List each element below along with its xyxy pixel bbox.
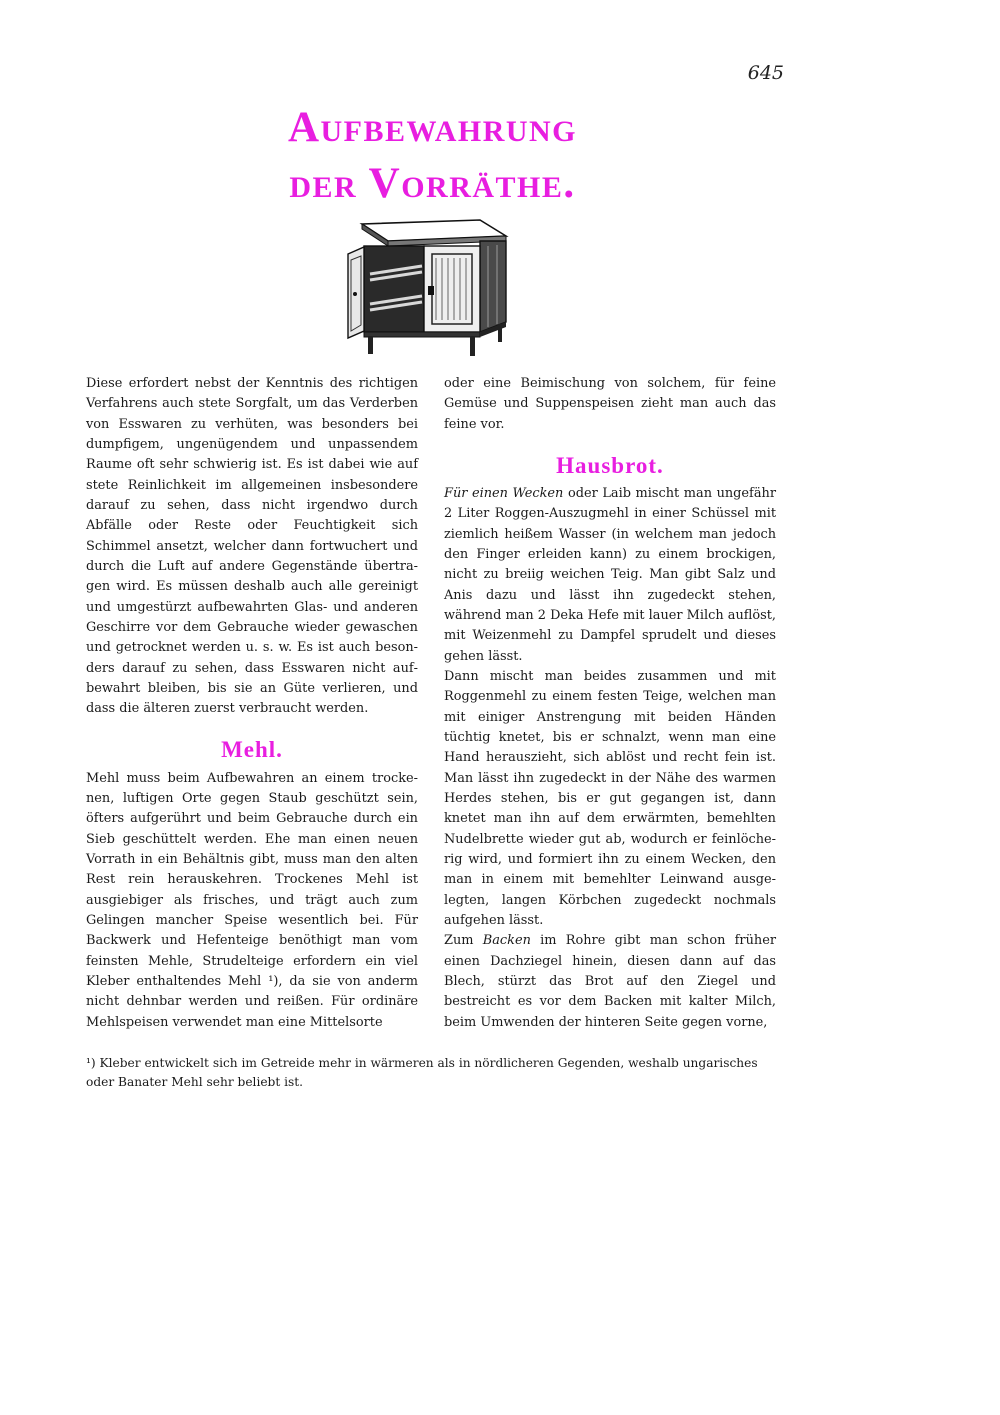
hausbrot-backen-phrase: Backen [482,933,531,949]
right-column [444,374,776,1033]
hausbrot-lead-phrase: Für einen Wecken [444,485,564,501]
intro-paragraph: Diese erfordert nebst der Kenntnis des richtigen Verfahrens auch stete Sorgfalt, um das Verderben von Esswaren zu verhüten, was besonders bei dumpfigem, ungenügendem und unpassendem Raume oft sehr schwierig ist. Es ist dabei wie auf stete Reinlichkeit im allgemeinen insbesondere darauf zu sehen, dass nicht irgendwo durch Abfälle oder Reste oder Feuchtigkeit sich Schimmel ansetzt, welcher dann fortwuchert und durch die Luft auf andere Gegenstände übertragen wird. Es müssen deshalb auch alle gereinigt und umgestürzt aufbewahrten Glas- und anderen Geschirre vor dem Gebrauche wieder gewaschen und getrocknet werden u. s. w. Es ist auch besonders darauf zu sehen, dass Esswaren nicht aufbewahrt bleiben, bis sie an Güte verlieren, und dass die älteren zuerst verbraucht werden. [86,376,418,717]
hausbrot-paragraph-3-pre: Zum [444,933,483,949]
page-number: 645 [747,62,784,84]
footnote: ¹) Kleber entwickelt sich im Getreide mehr in wärmeren als in nördlicheren Gegenden, weshalb ungarisches oder Banater Mehl sehr beliebt ist. [86,1056,758,1089]
cabinet-illustration-icon [340,210,520,362]
hausbrot-paragraph-3-text: im Rohre gibt man schon früher einen Dachziegel hinein, diesen dann auf das Blech, stürzt das Brot auf den Ziegel und bestreicht es vor dem Backen mit kalter Milch, beim Umwenden der hinteren Seite gegen vorne, [444,933,776,1030]
hausbrot-paragraph-3 [444,931,776,1033]
hausbrot-paragraph-1-text: oder Laib mischt man ungefähr 2 Liter Roggen-Auszugmehl in einer Schüssel mit ziemlich heißem Wasser (in welchem man jedoch den Finger erleiden kann) zu einem brockigen, nicht zu breiig weichen Teig. Man gibt Salz und Anis dazu und lässt ihn zugedeckt stehen, während man 2 Deka Hefe mit lauer Milch auflöst, mit Weizenmehl zu Dampfel sprudelt und dieses gehen lässt. [444,485,776,664]
left-column [86,374,418,1033]
hausbrot-paragraph-1 [444,484,776,667]
section-heading-mehl: Mehl. [221,736,283,762]
mehl-continued-paragraph: oder eine Beimischung von solchem, für feine Gemüse und Suppenspeisen zieht man auch das feine vor. [444,376,776,432]
section-heading-hausbrot: Hausbrot. [556,452,664,478]
page-title [160,100,705,212]
hausbrot-paragraph-2: Dann mischt man beides zusammen und mit Roggenmehl zu einem festen Teige, welchen man mit einiger Anstrengung mit beiden Händen tüchtig knetet, bis er schnalzt, wenn man eine Hand herauszieht, sich ablöst und recht fein ist. Man lässt ihn zugedeckt in der Nähe des warmen Herdes stehen, bis er gut gegangen ist, dann knetet man ihn auf dem erwärmten, bemehlten Nudelbrette wieder gut ab, wodurch er feinlöcherig wird, und formiert ihn zu einem Wecken, den man in einem mit bemehlter Leinwand ausgelegten, langen Körbchen zugedeckt nochmals aufgehen lässt. [444,668,776,928]
page-title-line-1: Aufbewahrung [287,104,578,151]
mehl-paragraph: Mehl muss beim Aufbewahren an einem trockenen, luftigen Orte gegen Staub geschützt sein, öfters aufgerührt und beim Gebrauche durch ein Sieb geschüttelt werden. Ehe man einen neuen Vorrath in ein Behältnis gibt, muss man den alten Rest rein herauskehren. Trockenes Mehl ist ausgiebiger als frisches, und trägt auch zum Gelingen mancher Speise wesentlich bei. Für Backwerk und Hefenteige benöthigt man vom feinsten Mehle, Strudelteige erfordern ein viel Kleber enthaltendes Mehl ¹), da sie von anderm nicht dehnbar werden und reißen. Für ordinäre Mehlspeisen verwendet man eine Mittelsorte [86,770,418,1030]
page-title-line-2: der Vorräthe. [289,160,576,207]
